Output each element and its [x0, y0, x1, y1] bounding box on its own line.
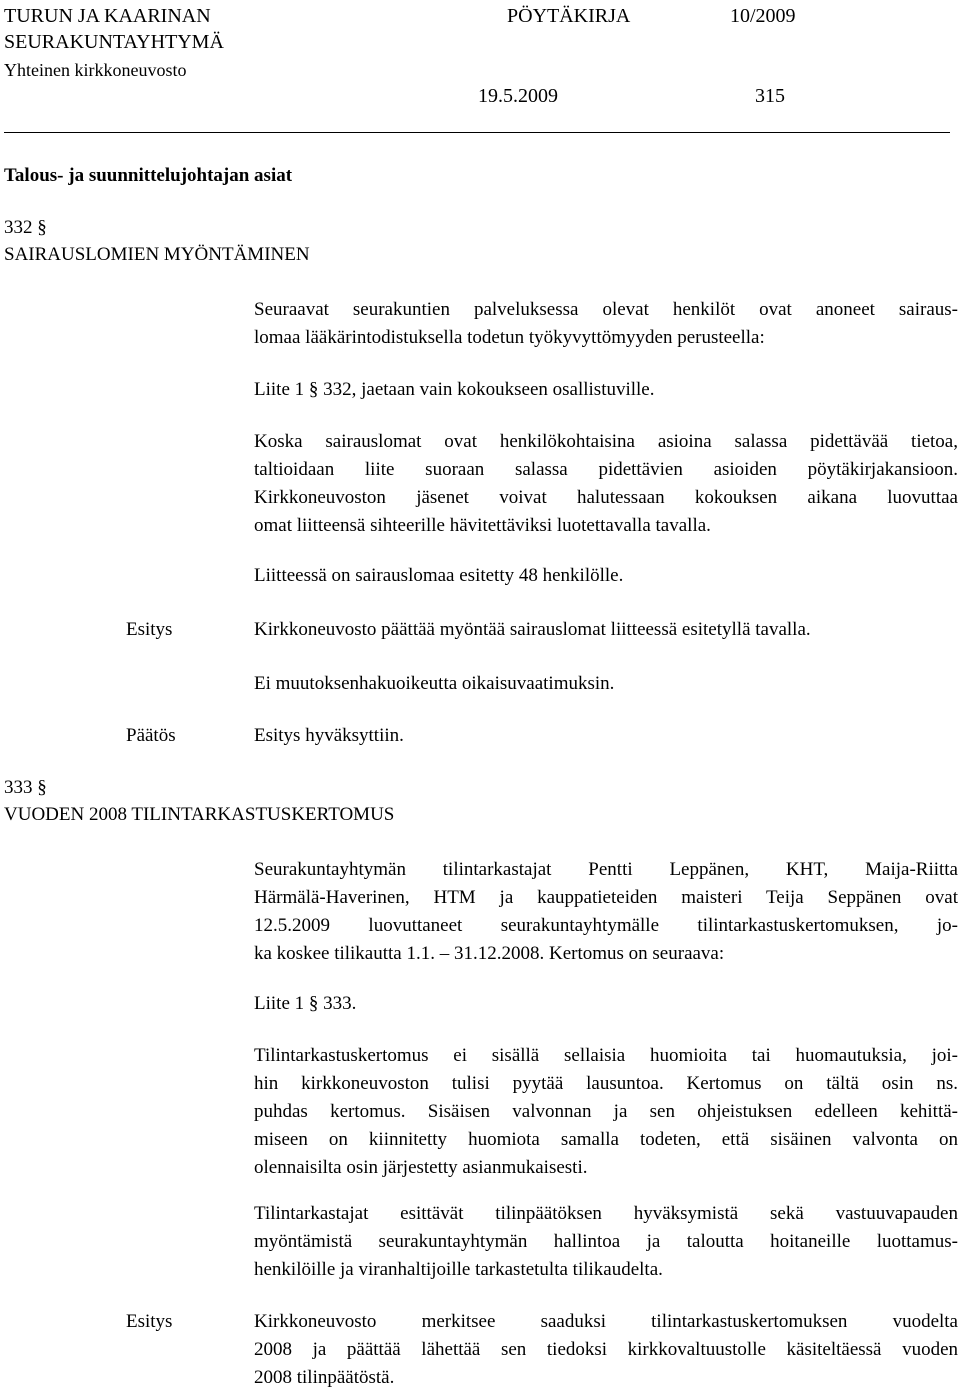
org-subname: SEURAKUNTAYHTYMÄ	[4, 31, 224, 53]
text-line: 12.5.2009 luovuttaneet seurakuntayhtymälle tilintarkastuskertomuksen, jo-	[254, 915, 958, 936]
text-line: hin kirkkoneuvoston tulisi pyytää lausuntoa. Kertomus on tältä osin ns.	[254, 1073, 958, 1094]
text-line: Tilintarkastuskertomus ei sisällä sellaisia huomioita tai huomautuksia, joi-	[254, 1045, 958, 1066]
text-line: Kirkkoneuvoston jäsenet voivat halutessaan kokouksen aikana luovuttaa	[254, 487, 958, 508]
text-line: Härmälä-Haverinen, HTM ja kauppatieteiden maisteri Teija Seppänen ovat	[254, 887, 958, 908]
item-332-title: SAIRAUSLOMIEN MYÖNTÄMINEN	[4, 244, 310, 265]
text-line: Tilintarkastajat esittävät tilinpäätöksen hyväksymistä sekä vastuuvapauden	[254, 1203, 958, 1224]
text-line: taltioidaan liite suoraan salassa pidettävien asioiden pöytäkirjakansioon.	[254, 459, 958, 480]
text-line: henkilöille ja viranhaltijoille tarkastetulta tilikaudelta.	[254, 1259, 663, 1280]
text-line: omat liitteensä sihteerille hävitettäviksi luotettavalla tavalla.	[254, 515, 711, 536]
text-line: lomaa lääkärintodistuksella todetun työkyvyttömyyden perusteella:	[254, 327, 765, 348]
item-332-decision: Esitys hyväksyttiin.	[254, 725, 404, 746]
text-line: miseen on kiinnitetty huomiota samalla todeten, että sisäinen valvonta on	[254, 1129, 958, 1150]
org-body: Yhteinen kirkkoneuvosto	[4, 60, 187, 80]
text-line: Kirkkoneuvosto merkitsee saaduksi tilintarkastuskertomuksen vuodelta	[254, 1311, 958, 1332]
item-333-recommendation	[254, 1200, 958, 1284]
item-333-title: VUODEN 2008 TILINTARKASTUSKERTOMUS	[4, 804, 395, 825]
text-line: Seuraavat seurakuntien palveluksessa olevat henkilöt ovat anoneet sairaus-	[254, 299, 958, 320]
item-333-proposal-label: Esitys	[126, 1311, 173, 1332]
item-332-proposal: Kirkkoneuvosto päättää myöntää sairauslomat liitteessä esitetyllä tavalla.	[254, 619, 811, 640]
text-line: Koska sairauslomat ovat henkilökohtaisina asioina salassa pidettävää tietoa,	[254, 431, 958, 452]
item-332-intro	[254, 296, 958, 352]
org-name: TURUN JA KAARINAN	[4, 5, 211, 27]
item-332-number: 332 §	[4, 217, 47, 238]
item-332-appeal: Ei muutoksenhakuoikeutta oikaisuvaatimuksin.	[254, 673, 615, 694]
item-333-report	[254, 1042, 958, 1182]
item-333-proposal	[254, 1308, 958, 1392]
text-line: myöntämistä seurakuntayhtymän hallintoa ja taloutta hoitaneille luottamus-	[254, 1231, 958, 1252]
section-title: Talous- ja suunnittelujohtajan asiat	[4, 165, 293, 186]
meeting-date: 19.5.2009	[478, 85, 558, 107]
page-number: 315	[755, 85, 785, 107]
doc-type: PÖYTÄKIRJA	[507, 5, 631, 27]
item-333-number: 333 §	[4, 777, 47, 798]
item-332-attachment: Liite 1 § 332, jaetaan vain kokoukseen osallistuville.	[254, 379, 655, 400]
text-line: 2008 tilinpäätöstä.	[254, 1367, 395, 1388]
item-332-confidential	[254, 428, 958, 540]
header-rule	[4, 132, 950, 133]
item-332-decision-label: Päätös	[126, 725, 176, 746]
text-line: ka koskee tilikautta 1.1. – 31.12.2008. Kertomus on seuraava:	[254, 943, 725, 964]
item-332-count: Liitteessä on sairauslomaa esitetty 48 henkilölle.	[254, 565, 624, 586]
item-332-proposal-label: Esitys	[126, 619, 173, 640]
text-line: olennaisilta osin järjestetty asianmukaisesti.	[254, 1157, 588, 1178]
text-line: Seurakuntayhtymän tilintarkastajat Pentti Leppänen, KHT, Maija-Riitta	[254, 859, 958, 880]
doc-number: 10/2009	[730, 5, 796, 27]
text-line: puhdas kertomus. Sisäisen valvonnan ja sen ohjeistuksen edelleen kehittä-	[254, 1101, 958, 1122]
item-333-attachment: Liite 1 § 333.	[254, 993, 357, 1014]
item-333-intro	[254, 856, 958, 968]
text-line: 2008 ja päättää lähettää sen tiedoksi kirkkovaltuustolle käsiteltäessä vuoden	[254, 1339, 958, 1360]
